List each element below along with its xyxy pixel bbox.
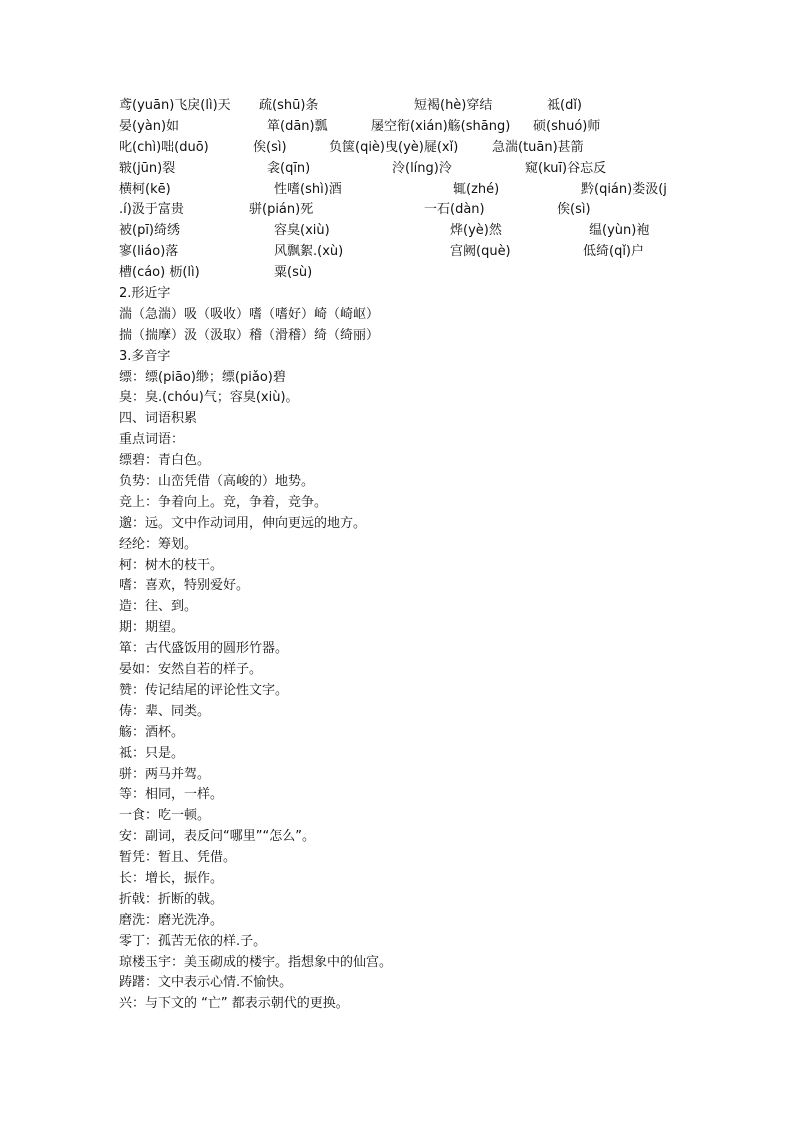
- pinyin-entry: 皲(jūn)裂: [119, 160, 176, 176]
- pinyin-entry: 烨(yè)然: [450, 223, 502, 239]
- pinyin-row: [119, 96, 689, 117]
- pinyin-entry: 箪(dān)瓢: [267, 118, 328, 134]
- vocab-entry: 琼楼玉宇：美玉砌成的楼宇。指想象中的仙宫。: [119, 954, 393, 970]
- vocab-entry: 骈：两马并驾。: [119, 766, 211, 782]
- pinyin-entry: 低绮(qǐ)户: [583, 244, 645, 260]
- pinyin-entry: 叱(chì)咄(duō): [119, 139, 209, 155]
- pinyin-entry: 宫阙(què): [450, 244, 511, 260]
- vocab-entry: 安：副词，表反问“哪里”“怎么”。: [119, 829, 315, 845]
- vocab-entry: 晏如：安然自若的样子。: [119, 662, 263, 678]
- vocab-entry: 柯：树木的枝干。: [119, 557, 224, 573]
- pinyin-entry: 粟(sù): [274, 265, 313, 281]
- pinyin-entry: 辄(zhé): [453, 181, 500, 197]
- vocab-entry: 期：期望。: [119, 620, 185, 636]
- vocab-entry: 折戟：折断的戟。: [119, 891, 224, 907]
- vocab-entry: 零丁：孤苦无依的样.子。: [119, 933, 267, 949]
- pinyin-entry: 衾(qīn): [267, 160, 311, 176]
- vocab-entry: 缥碧：青白色。: [119, 453, 211, 469]
- pinyin-entry: 缊(yùn)袍: [589, 223, 650, 239]
- pinyin-entry: 黔(qián)娄汲(j: [581, 181, 667, 197]
- vocab-entry: 嗜：喜欢，特别爱好。: [119, 578, 250, 594]
- document-content: [119, 96, 689, 1015]
- text-line: 湍（急湍）吸（吸收）嗜（嗜好）崎（崎岖）: [119, 306, 380, 322]
- pinyin-entry: 被(pī)绮绣: [119, 223, 181, 239]
- pinyin-row: [119, 242, 689, 263]
- pinyin-entry: 急湍(tuān)甚箭: [492, 139, 584, 155]
- pinyin-entry: 骈(pián)死: [249, 202, 314, 218]
- pinyin-entry: 槽(cáo) 枥(lì): [119, 265, 200, 281]
- pinyin-entry: 寥(liáo)落: [119, 244, 179, 260]
- pinyin-entry: 负箧(qiè)曳(yè)屣(xǐ): [329, 139, 459, 155]
- pinyin-row: [119, 221, 689, 242]
- vocab-entry: 磨洗：磨光洗净。: [119, 912, 224, 928]
- vocab-entry: 造：往、到。: [119, 599, 198, 615]
- pinyin-entry: 俟(sì): [253, 139, 287, 155]
- pinyin-entry: 一石(dàn): [424, 202, 485, 218]
- pinyin-entry: 晏(yàn)如: [119, 118, 180, 134]
- pinyin-entry: 短褐(hè)穿结: [414, 98, 493, 113]
- vocab-entry: 等：相同，一样。: [119, 787, 224, 803]
- vocab-entry: 踌躇：文中表示心情.不愉快。: [119, 975, 293, 991]
- vocab-entry: 竞上：争着向上。竞，争着，竞争。: [119, 494, 328, 510]
- pinyin-entry: 祗(dǐ): [547, 98, 583, 113]
- vocab-entry: 赞：传记结尾的评论性文字。: [119, 682, 289, 698]
- pinyin-entry: 窥(kuī)谷忘反: [525, 160, 607, 176]
- section-heading-vocabulary: 四、词语积累: [119, 411, 198, 427]
- pinyin-entry: 鸢(yuān)飞戾(lì)天: [119, 98, 231, 113]
- vocab-entry: 负势：山峦凭借（高峻的）地势。: [119, 474, 315, 490]
- pinyin-entry: 性嗜(shì)酒: [274, 181, 342, 197]
- pinyin-entry: 风飘絮.(xù): [274, 244, 344, 260]
- vocab-entry: 祗：只是。: [119, 745, 185, 761]
- pinyin-row: [119, 117, 689, 138]
- vocab-entry: 觞：酒杯。: [119, 724, 185, 740]
- section-heading-similar-characters: 2.形近字: [119, 286, 171, 302]
- text-line: 臭：臭.(chóu)气；容臭(xiù)。: [119, 390, 299, 406]
- pinyin-entry: 横柯(kē): [119, 181, 171, 197]
- pinyin-row: [119, 200, 689, 221]
- pinyin-row: [119, 263, 689, 284]
- pinyin-entry: 泠(líng)泠: [392, 160, 452, 176]
- section-heading-polyphones: 3.多音字: [119, 348, 171, 364]
- text-line: 揣（揣摩）汲（汲取）稽（滑稽）绮（绮丽）: [119, 327, 380, 343]
- subheading-key-words: 重点词语：: [119, 432, 185, 448]
- pinyin-row: [119, 159, 689, 180]
- pinyin-entry: 俟(sì): [557, 202, 591, 218]
- vocab-entry: 一食：吃一顿。: [119, 808, 211, 824]
- pinyin-entry: 屡空衔(xián)觞(shāng): [371, 118, 511, 134]
- pinyin-row: [119, 180, 689, 201]
- pinyin-entry: 容臭(xiù): [274, 223, 330, 239]
- pinyin-entry: 硕(shuó)师: [533, 118, 601, 134]
- vocab-entry: 箪：古代盛饭用的圆形竹器。: [119, 641, 289, 657]
- vocab-entry: 兴：与下文的 “亡” 都表示朝代的更换。: [119, 996, 349, 1012]
- vocab-entry: 暂凭：暂且、凭借。: [119, 850, 237, 866]
- vocab-entry: 长：增长，振作。: [119, 870, 224, 886]
- vocab-entry: 邈：远。文中作动词用，伸向更远的地方。: [119, 515, 367, 531]
- pinyin-entry: .í)汲于富贵: [119, 202, 184, 218]
- pinyin-entry: 疏(shū)条: [259, 98, 319, 113]
- pinyin-row: [119, 138, 689, 159]
- vocab-entry: 俦：辈、同类。: [119, 703, 211, 719]
- text-line: 缥：缥(piāo)缈；缥(piǎo)碧: [119, 369, 286, 385]
- vocab-entry: 经纶：筹划。: [119, 536, 198, 552]
